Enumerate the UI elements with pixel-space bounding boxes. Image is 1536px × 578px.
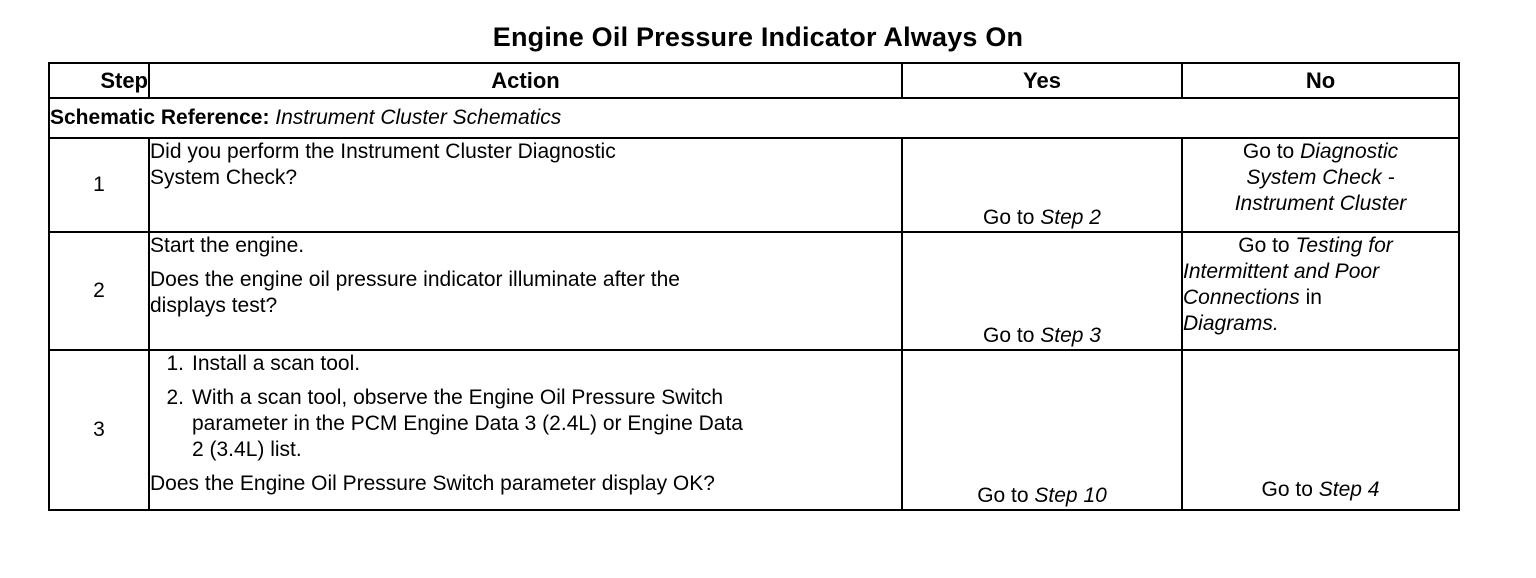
goto-prefix: Go to xyxy=(983,206,1035,229)
header-row xyxy=(49,63,1459,98)
no-cell xyxy=(1182,350,1459,510)
goto-diagnostic-link[interactable]: System Check - xyxy=(1246,166,1395,189)
list-text-line: 2 (3.4L) list. xyxy=(192,438,302,461)
goto-step-link[interactable]: Step 2 xyxy=(1040,206,1101,229)
no-cell xyxy=(1182,232,1459,350)
goto-diagnostic-link[interactable]: Diagnostic xyxy=(1300,140,1399,163)
goto-suffix: in xyxy=(1305,286,1322,309)
action-text: System Check? xyxy=(150,166,298,189)
action-cell xyxy=(149,232,902,350)
schematic-reference-row xyxy=(49,98,1459,138)
page-title: Engine Oil Pressure Indicator Always On xyxy=(492,22,1024,52)
goto-prefix: Go to xyxy=(1261,478,1313,501)
action-cell xyxy=(149,350,902,510)
list-number: 2. xyxy=(166,386,184,409)
instruction-list xyxy=(150,351,901,463)
goto-step-link[interactable]: Step 4 xyxy=(1318,478,1380,501)
step-number: 3 xyxy=(49,350,149,510)
table-row xyxy=(49,350,1459,510)
yes-cell xyxy=(902,138,1182,232)
list-item xyxy=(150,385,901,463)
list-text-line: parameter in the PCM Engine Data 3 (2.4L) or Engine Data xyxy=(192,412,743,435)
header-step: Step xyxy=(49,63,149,98)
header-action: Action xyxy=(149,63,902,98)
no-cell xyxy=(1182,138,1459,232)
list-text: Install a scan tool. xyxy=(192,352,361,375)
goto-prefix: Go to xyxy=(1238,234,1290,257)
header-yes: Yes xyxy=(902,63,1182,98)
schematic-reference-link[interactable]: Instrument Cluster Schematics xyxy=(275,106,562,129)
list-text xyxy=(192,385,901,463)
list-item xyxy=(150,351,901,377)
goto-prefix: Go to xyxy=(983,324,1035,347)
goto-step-link[interactable]: Step 10 xyxy=(1034,484,1107,507)
goto-testing-link[interactable]: Intermittent and Poor xyxy=(1183,260,1380,283)
goto-diagrams-link[interactable]: Diagrams. xyxy=(1183,312,1279,335)
step-number: 1 xyxy=(49,138,149,232)
table-row xyxy=(49,232,1459,350)
diagnostic-table xyxy=(48,62,1460,511)
goto-prefix: Go to xyxy=(977,484,1029,507)
list-text-line: With a scan tool, observe the Engine Oil Pressure Switch xyxy=(192,386,724,409)
step-number: 2 xyxy=(49,232,149,350)
schematic-reference xyxy=(49,98,1459,138)
schematic-reference-label: Schematic Reference: xyxy=(50,106,270,129)
yes-cell xyxy=(902,232,1182,350)
header-no: No xyxy=(1182,63,1459,98)
yes-cell xyxy=(902,350,1182,510)
goto-testing-link[interactable]: Testing for xyxy=(1295,234,1393,257)
action-question: Does the Engine Oil Pressure Switch parameter display OK? xyxy=(150,472,715,495)
action-cell xyxy=(149,138,902,232)
action-text: Did you perform the Instrument Cluster Diagnostic xyxy=(150,140,616,163)
goto-prefix: Go to xyxy=(1242,140,1295,163)
action-text: displays test? xyxy=(150,294,278,317)
action-text: Start the engine. xyxy=(150,234,305,257)
goto-step-link[interactable]: Step 3 xyxy=(1040,324,1101,347)
list-number: 1. xyxy=(166,352,184,375)
table-row xyxy=(49,138,1459,232)
goto-diagnostic-link[interactable]: Instrument Cluster xyxy=(1234,192,1407,215)
goto-testing-link[interactable]: Connections xyxy=(1183,286,1300,309)
action-text: Does the engine oil pressure indicator illuminate after the xyxy=(150,268,680,291)
